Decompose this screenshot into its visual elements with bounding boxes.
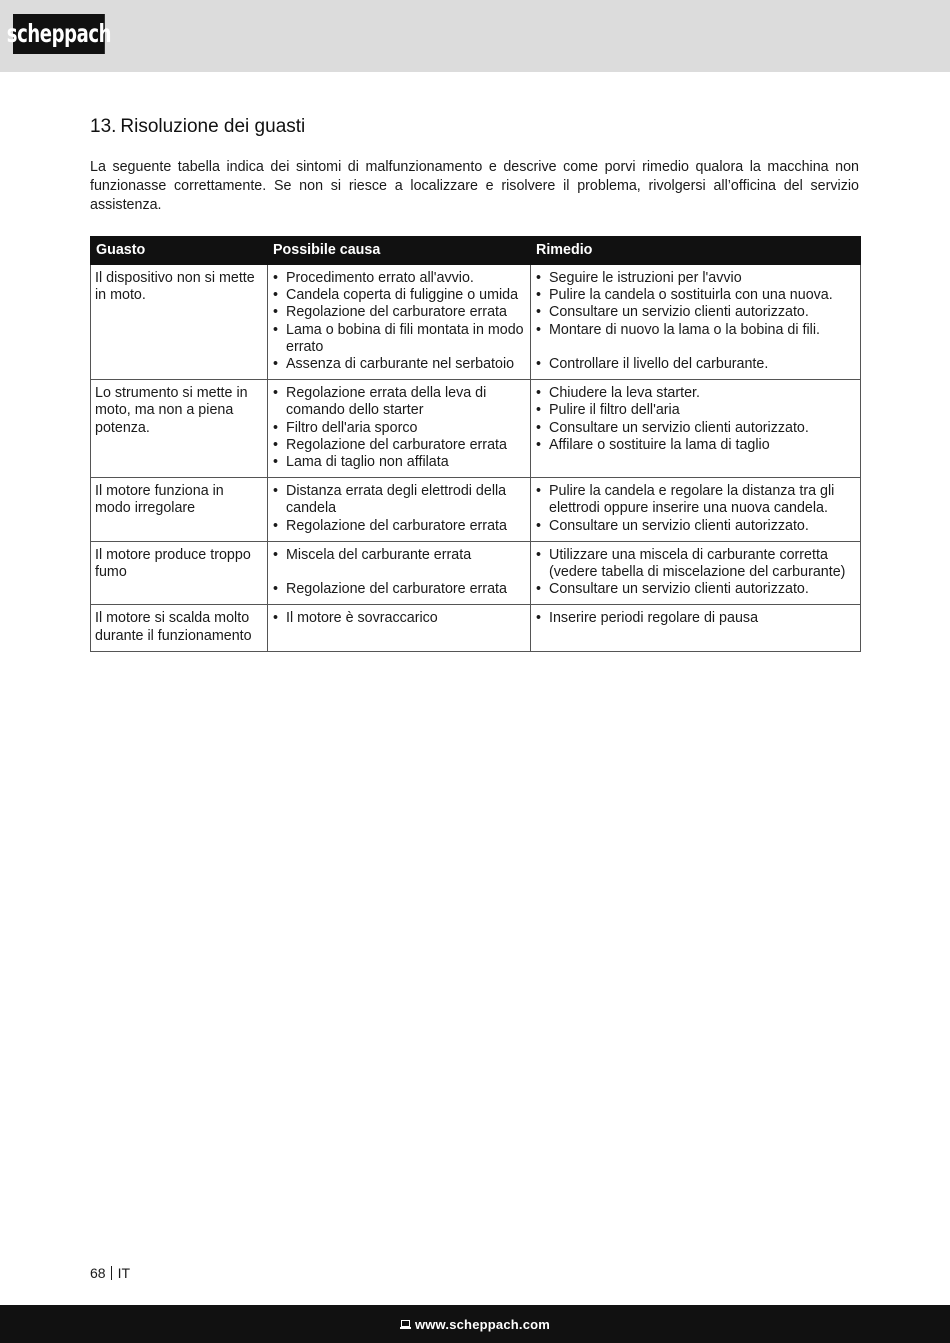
remedy-cell-list bbox=[535, 385, 856, 454]
cause-cell-list bbox=[272, 610, 526, 627]
cause-cell bbox=[268, 605, 531, 651]
header-cause: Possibile causa bbox=[268, 237, 531, 265]
cause-item: • Lama o bobina di fili montata in modo errato bbox=[272, 322, 526, 356]
remedy-cell bbox=[531, 541, 861, 605]
cause-item: • Lama di taglio non affilata bbox=[272, 454, 526, 471]
remedy-item: • Controllare il livello del carburante. bbox=[535, 356, 856, 373]
cause-cell-list bbox=[272, 270, 526, 373]
remedy-cell-list bbox=[535, 547, 856, 599]
logo-text: scheppach bbox=[6, 19, 112, 49]
remedy-item: • Seguire le istruzioni per l'avvio bbox=[535, 270, 856, 287]
footer-divider bbox=[111, 1266, 112, 1280]
remedy-item: • Consultare un servizio clienti autorizzato. bbox=[535, 518, 856, 535]
cause-item: • Il motore è sovraccarico bbox=[272, 610, 526, 627]
scheppach-logo bbox=[6, 14, 112, 54]
remedy-item: • Chiudere la leva starter. bbox=[535, 385, 856, 402]
table-row bbox=[91, 380, 861, 478]
remedy-item: • Consultare un servizio clienti autorizzato. bbox=[535, 581, 856, 598]
remedy-cell bbox=[531, 605, 861, 651]
fault-cell: Il motore si scalda molto durante il funzionamento bbox=[91, 605, 268, 651]
cause-item: • Procedimento errato all'avvio. bbox=[272, 270, 526, 287]
fault-cell: Il motore funziona in modo irregolare bbox=[91, 478, 268, 542]
remedy-cell-list bbox=[535, 610, 856, 627]
remedy-item: • Consultare un servizio clienti autorizzato. bbox=[535, 420, 856, 437]
cause-cell bbox=[268, 380, 531, 478]
cause-cell bbox=[268, 265, 531, 380]
cause-cell-list bbox=[272, 385, 526, 471]
remedy-item: • Utilizzare una miscela di carburante corretta (vedere tabella di miscelazione del carburante) bbox=[535, 547, 856, 581]
remedy-cell bbox=[531, 380, 861, 478]
table-row bbox=[91, 605, 861, 651]
blank-line bbox=[272, 564, 526, 581]
fault-cell: Il dispositivo non si mette in moto. bbox=[91, 265, 268, 380]
page-number: 68 bbox=[90, 1265, 106, 1281]
remedy-item: • Inserire periodi regolare di pausa bbox=[535, 610, 856, 627]
remedy-cell-list bbox=[535, 483, 856, 535]
remedy-item: • Pulire il filtro dell'aria bbox=[535, 402, 856, 419]
cause-cell bbox=[268, 478, 531, 542]
remedy-item: • Consultare un servizio clienti autorizzato. bbox=[535, 304, 856, 321]
page-footer bbox=[90, 1265, 130, 1281]
cause-item: • Regolazione del carburatore errata bbox=[272, 304, 526, 321]
cause-item: • Regolazione del carburatore errata bbox=[272, 518, 526, 535]
cause-item: • Candela coperta di fuliggine o umida bbox=[272, 287, 526, 304]
fault-cell: Il motore produce troppo fumo bbox=[91, 541, 268, 605]
cause-item: • Regolazione del carburatore errata bbox=[272, 581, 526, 598]
computer-icon bbox=[400, 1320, 411, 1329]
section-title: Risoluzione dei guasti bbox=[120, 116, 306, 137]
language-code: IT bbox=[117, 1265, 131, 1281]
remedy-cell bbox=[531, 265, 861, 380]
table-body bbox=[91, 265, 861, 652]
remedy-item: • Pulire la candela o sostituirla con una nuova. bbox=[535, 287, 856, 304]
table-row bbox=[91, 541, 861, 605]
remedy-item: • Affilare o sostituire la lama di taglio bbox=[535, 437, 856, 454]
table-header-row bbox=[91, 237, 861, 265]
table-row bbox=[91, 478, 861, 542]
fault-cell: Lo strumento si mette in moto, ma non a piena potenza. bbox=[91, 380, 268, 478]
blank-line bbox=[535, 339, 856, 356]
cause-item: • Filtro dell'aria sporco bbox=[272, 420, 526, 437]
website-link[interactable]: www.scheppach.com bbox=[414, 1316, 551, 1332]
section-number: 13. bbox=[90, 116, 117, 137]
cause-cell bbox=[268, 541, 531, 605]
remedy-cell bbox=[531, 478, 861, 542]
cause-item: • Regolazione errata della leva di comando dello starter bbox=[272, 385, 526, 419]
header-fault: Guasto bbox=[91, 237, 268, 265]
cause-item: • Regolazione del carburatore errata bbox=[272, 437, 526, 454]
remedy-item: • Pulire la candela e regolare la distanza tra gli elettrodi oppure inserire una nuova candela. bbox=[535, 483, 856, 517]
cause-item: • Distanza errata degli elettrodi della candela bbox=[272, 483, 526, 517]
troubleshooting-table bbox=[90, 236, 861, 652]
intro-paragraph: La seguente tabella indica dei sintomi di malfunzionamento e descrive come porvi rimedio qualora la macchina non funzionasse correttamente. Se non si riesce a localizzare e risolvere il problema, rivolgersi all’officina del servizio assistenza. bbox=[90, 159, 859, 213]
cause-item: • Miscela del carburante errata bbox=[272, 547, 526, 564]
table-row bbox=[91, 265, 861, 380]
cause-item: • Assenza di carburante nel serbatoio bbox=[272, 356, 526, 373]
cause-cell-list bbox=[272, 483, 526, 535]
remedy-item: • Montare di nuovo la lama o la bobina di fili. bbox=[535, 322, 856, 339]
bottom-bar bbox=[0, 1305, 950, 1343]
header-bar bbox=[0, 0, 950, 72]
header-remedy: Rimedio bbox=[531, 237, 861, 265]
cause-cell-list bbox=[272, 547, 526, 599]
section-heading bbox=[90, 116, 305, 138]
remedy-cell-list bbox=[535, 270, 856, 373]
